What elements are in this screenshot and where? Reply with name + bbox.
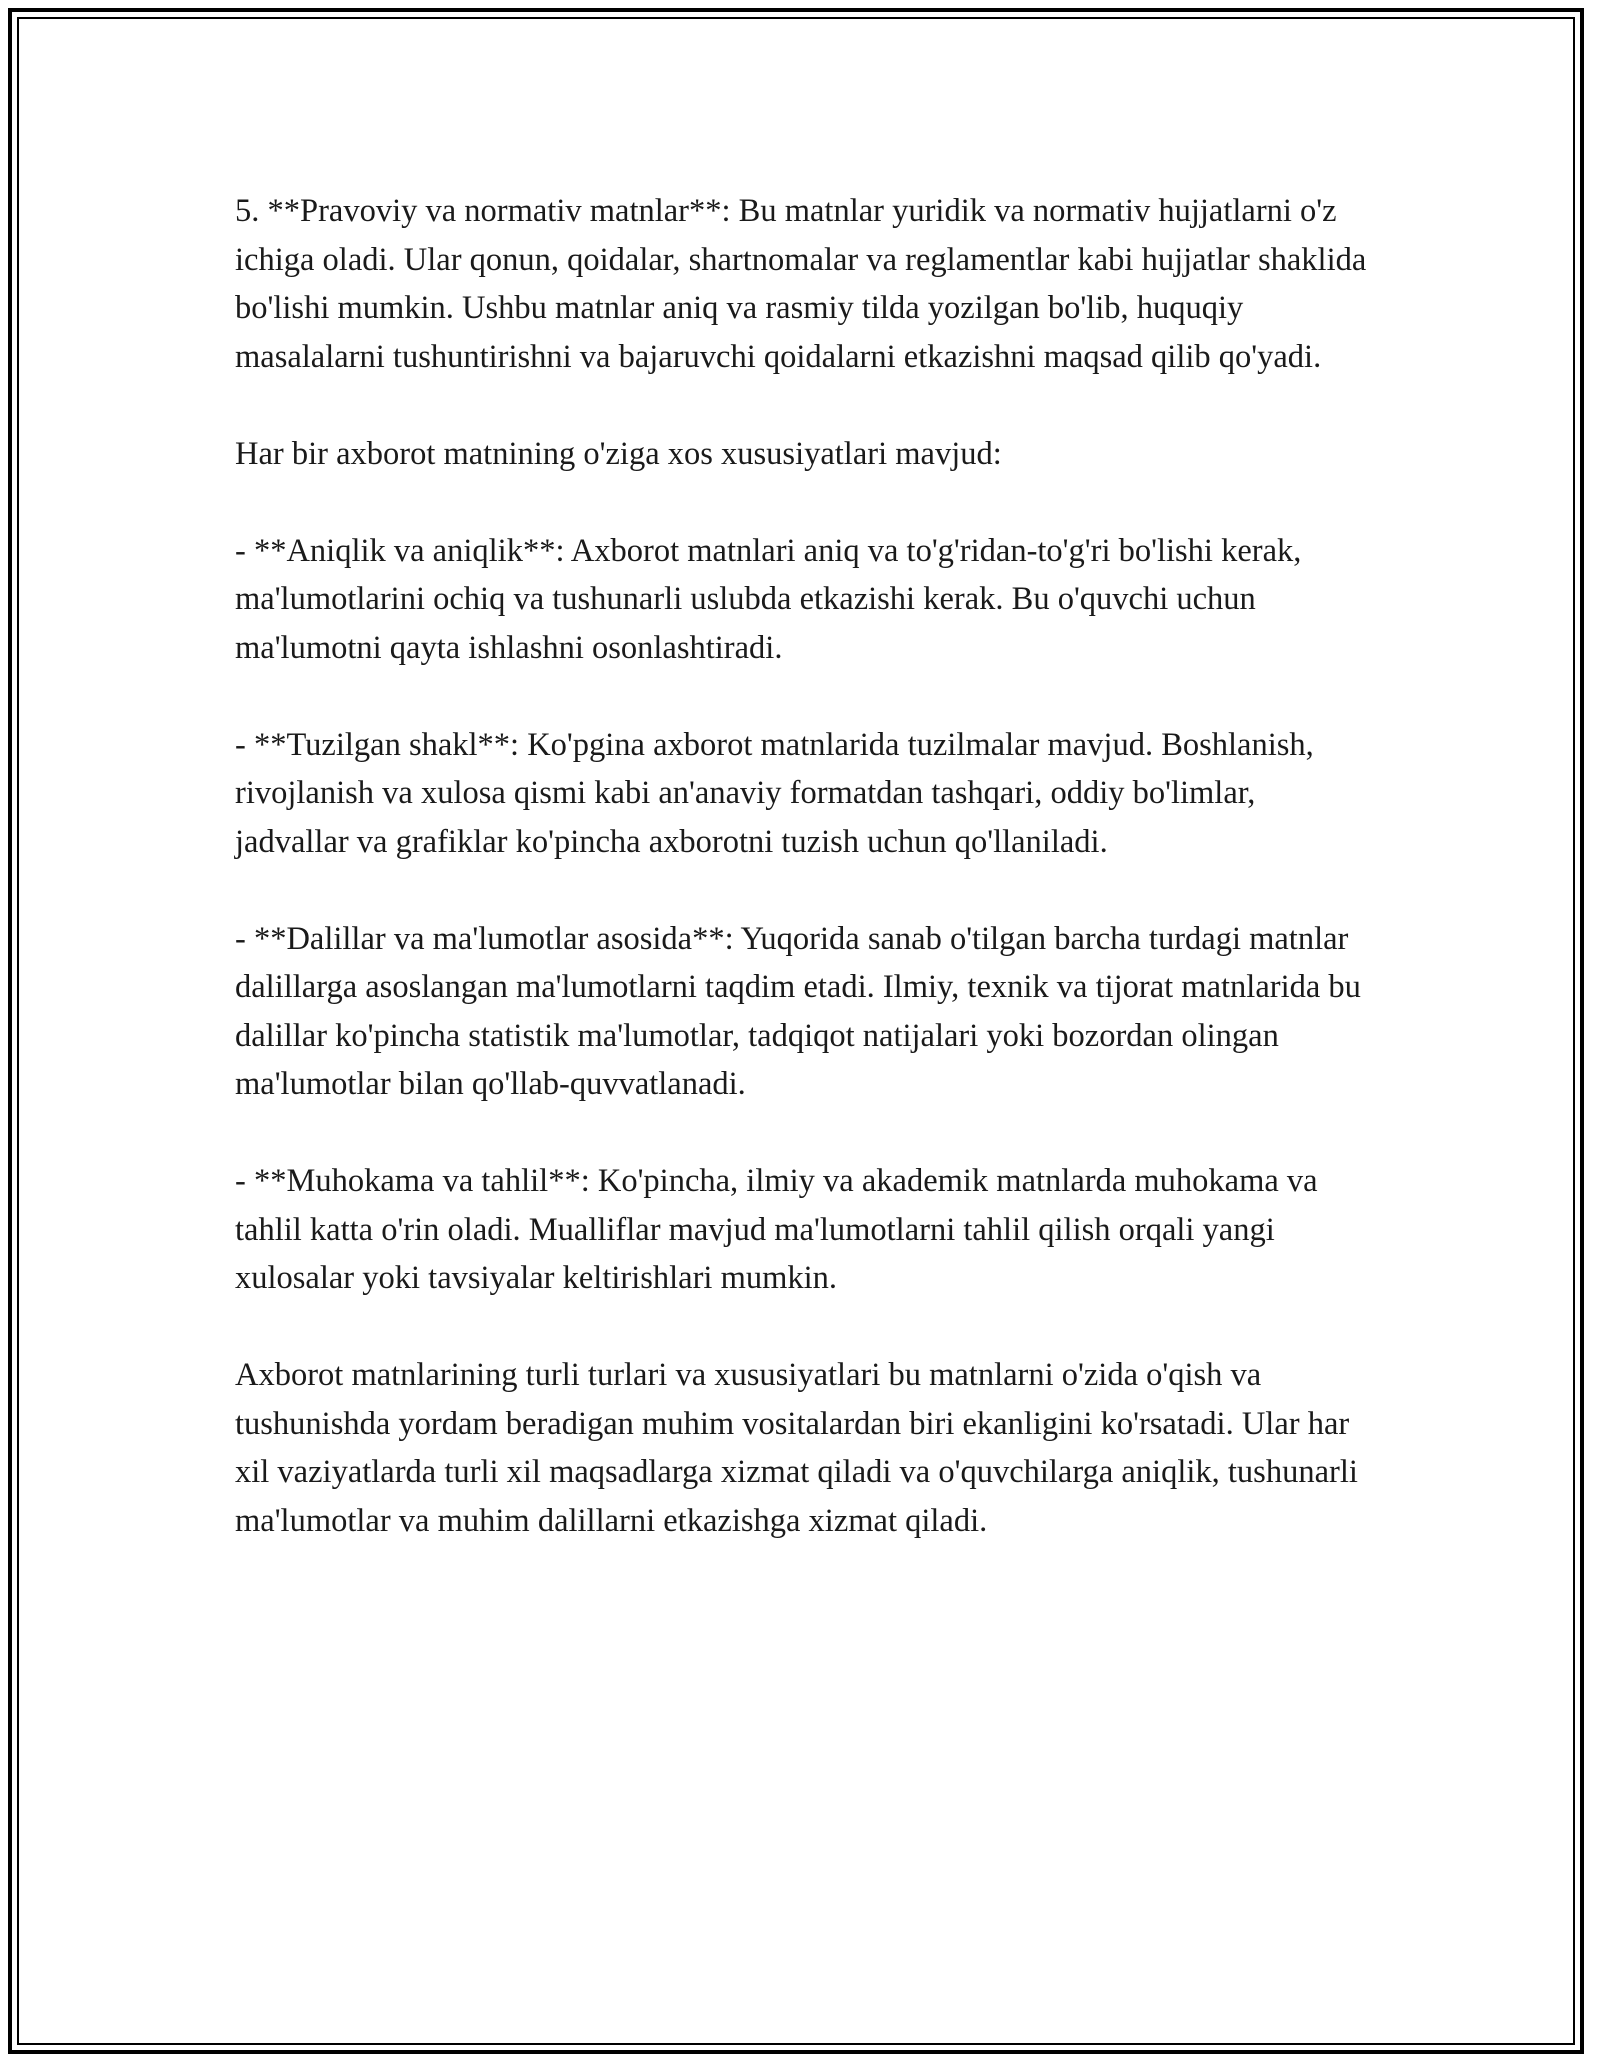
paragraph-structured-form: - **Tuzilgan shakl**: Ko'pgina axborot matnlarida tuzilmalar mavjud. Boshlanish, rivojlanish va xulosa qismi kabi an'anaviy formatdan tashqari, oddiy bo'limlar, jadvallar va grafiklar ko'pincha axborotni tuzish uchun qo'llaniladi. bbox=[235, 726, 1314, 860]
paragraph-features-intro: Har bir axborot matnining o'ziga xos xususiyatlari mavjud: bbox=[235, 435, 1002, 472]
paragraph-legal-texts: 5. **Pravoviy va normativ matnlar**: Bu matnlar yuridik va normativ hujjatlarni o'z ichiga oladi. Ular qonun, qoidalar, shartnomalar va reglamentlar kabi hujjatlar shaklida bo'lishi mumkin. Ushbu matnlar aniq va rasmiy tilda yozilgan bo'lib, huquqiy masalalarni tushuntirishni va bajaruvchi qoidalarni etkazishni maqsad qilib qo'yadi. bbox=[235, 193, 1367, 375]
paragraph-clarity: - **Aniqlik va aniqlik**: Axborot matnlari aniq va to'g'ridan-to'g'ri bo'lishi kerak, ma'lumotlarini ochiq va tushunarli uslubda etkazishi kerak. Bu o'quvchi uchun ma'lumotni qayta ishlashni osonlashtiradi. bbox=[235, 532, 1302, 666]
paragraph-evidence: - **Dalillar va ma'lumotlar asosida**: Yuqorida sanab o'tilgan barcha turdagi matnlar dalillarga asoslangan ma'lumotlarni taqdim etadi. Ilmiy, texnik va tijorat matnlarida bu dalillar ko'pincha statistik ma'lumotlar, tadqiqot natijalari yoki bozordan olingan ma'lumotlar bilan qo'llab-quvvatlanadi. bbox=[235, 920, 1361, 1102]
document-body bbox=[235, 187, 1370, 1594]
paragraph-discussion: - **Muhokama va tahlil**: Ko'pincha, ilmiy va akademik matnlarda muhokama va tahlil katta o'rin oladi. Mualliflar mavjud ma'lumotlarni tahlil qilish orqali yangi xulosalar yoki tavsiyalar keltirishlari mumkin. bbox=[235, 1163, 1318, 1296]
paragraph-conclusion: Axborot matnlarining turli turlari va xususiyatlari bu matnlarni o'zida o'qish va tushunishda yordam beradigan muhim vositalardan biri ekanligini ko'rsatadi. Ular har xil vaziyatlarda turli xil maqsadlarga xizmat qiladi va o'quvchilarga aniqlik, tushunarli ma'lumotlar va muhim dalillarni etkazishga xizmat qiladi. bbox=[235, 1357, 1358, 1539]
